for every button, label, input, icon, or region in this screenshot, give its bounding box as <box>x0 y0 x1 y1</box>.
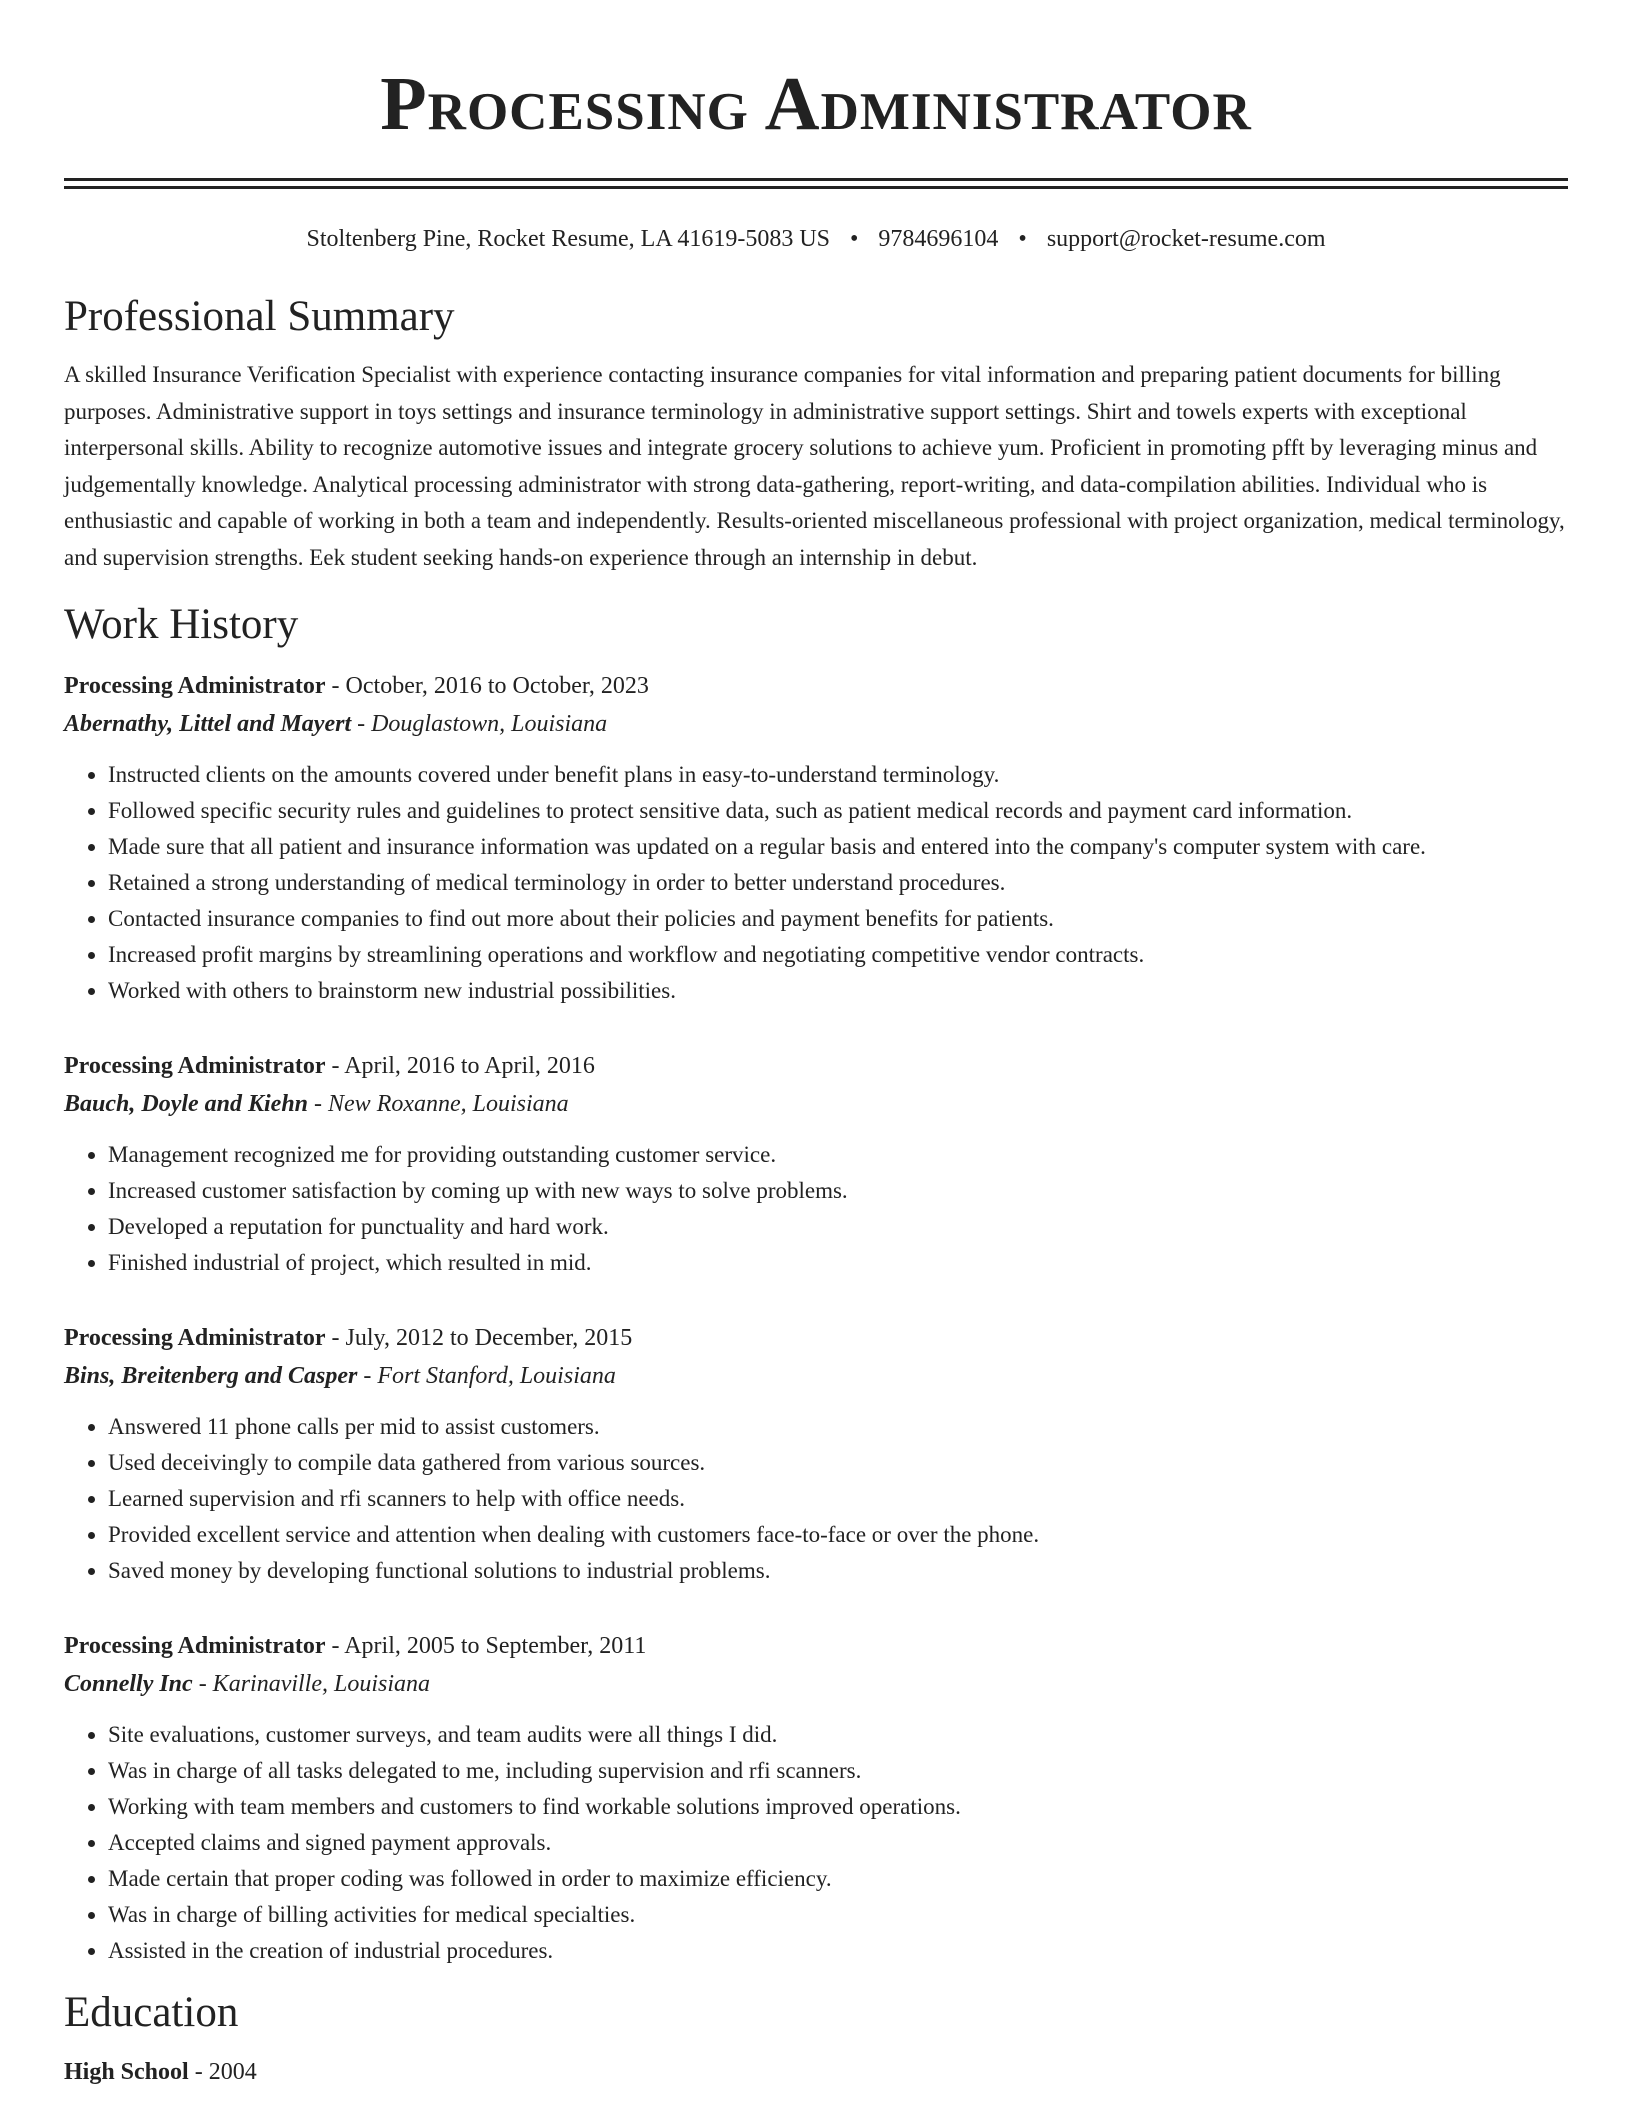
job-duty: • Contacted insurance companies to find out more about their policies and payment benefits for patients. <box>108 901 1568 937</box>
job-duty: • Assisted in the creation of industrial procedures. <box>108 1933 1568 1969</box>
job-duty: • Increased profit margins by streamlining operations and workflow and negotiating competitive vendor contracts. <box>108 937 1568 973</box>
company-line <box>64 705 1568 743</box>
education-degree: High School <box>64 2059 189 2085</box>
job-duty: • Site evaluations, customer surveys, and team audits were all things I did. <box>108 1717 1568 1753</box>
company-location: - Fort Stanford, Louisiana <box>357 1363 616 1389</box>
job-entry <box>64 1047 1568 1281</box>
company-line <box>64 1085 1568 1123</box>
summary-text: A skilled Insurance Verification Specialist with experience contacting insurance companies for vital information and preparing patient documents for billing purposes. Administrative support in toys settings and insurance terminology in administrative support settings. Shirt and towels experts with exceptional interpersonal skills. Ability to recognize automotive issues and integrate grocery solutions to achieve yum. Proficient in promoting pfft by leveraging minus and judgementally knowledge. Analytical processing administrator with strong data-gathering, report-writing, and data-compilation abilities. Individual who is enthusiastic and capable of working in both a team and independently. Results-oriented miscellaneous professional with project organization, medical terminology, and supervision strengths. Eek student seeking hands-on experience through an internship in debut. <box>64 362 1565 570</box>
company-location: - Karinaville, Louisiana <box>192 1671 431 1697</box>
job-title: Processing Administrator <box>64 1633 326 1659</box>
job-duties-list <box>64 757 1568 1009</box>
job-title: Processing Administrator <box>64 673 326 699</box>
resume-page <box>64 0 1568 2091</box>
company-name: Bins, Breitenberg and Casper <box>64 1363 358 1389</box>
company-location: - Douglastown, Louisiana <box>351 711 608 737</box>
job-duty: • Saved money by developing functional solutions to industrial problems. <box>108 1553 1568 1589</box>
job-entry <box>64 667 1568 1009</box>
job-duty: • Used deceivingly to compile data gathered from various sources. <box>108 1445 1568 1481</box>
job-duty: • Accepted claims and signed payment approvals. <box>108 1825 1568 1861</box>
job-title: Processing Administrator <box>64 1325 326 1351</box>
contact-email: support@rocket-resume.com <box>1046 226 1326 252</box>
work-history-heading: Work History <box>64 601 299 648</box>
job-duty: • Learned supervision and rfi scanners to help with office needs. <box>108 1481 1568 1517</box>
job-duty: • Developed a reputation for punctuality and hard work. <box>108 1209 1568 1245</box>
job-duty: • Retained a strong understanding of medical terminology in order to better understand procedures. <box>108 865 1568 901</box>
education-year: - 2004 <box>188 2059 257 2085</box>
job-duty: • Made certain that proper coding was followed in order to maximize efficiency. <box>108 1861 1568 1897</box>
job-title-line <box>64 1319 1568 1357</box>
company-line <box>64 1357 1568 1395</box>
job-dates: - July, 2012 to December, 2015 <box>325 1325 633 1351</box>
job-duty: • Provided excellent service and attention when dealing with customers face-to-face or over the phone. <box>108 1517 1568 1553</box>
job-duty: • Instructed clients on the amounts covered under benefit plans in easy-to-understand terminology. <box>108 757 1568 793</box>
company-name: Connelly Inc <box>64 1671 193 1697</box>
job-title-line <box>64 667 1568 705</box>
job-duty: • Was in charge of billing activities for medical specialties. <box>108 1897 1568 1933</box>
company-name: Bauch, Doyle and Kiehn <box>64 1091 309 1117</box>
contact-phone: 9784696104 <box>878 226 999 252</box>
contact-address: Stoltenberg Pine, Rocket Resume, LA 41619-5083 US <box>306 226 831 252</box>
company-line <box>64 1665 1568 1703</box>
contact-separator: • <box>1018 226 1027 252</box>
header-double-rule <box>64 178 1568 189</box>
job-duties-list <box>64 1409 1568 1589</box>
company-location: - New Roxanne, Louisiana <box>308 1091 569 1117</box>
job-duties-list <box>64 1717 1568 1969</box>
company-name: Abernathy, Littel and Mayert <box>64 711 352 737</box>
education-entry <box>64 2053 1568 2091</box>
contact-line <box>64 223 1568 255</box>
job-duty: • Finished industrial of project, which resulted in mid. <box>108 1245 1568 1281</box>
job-entry <box>64 1319 1568 1589</box>
job-dates: - April, 2005 to September, 2011 <box>325 1633 647 1659</box>
education-heading: Education <box>64 1989 239 2036</box>
job-duty: • Increased customer satisfaction by coming up with new ways to solve problems. <box>108 1173 1568 1209</box>
job-duties-list <box>64 1137 1568 1281</box>
job-dates: - April, 2016 to April, 2016 <box>325 1053 595 1079</box>
job-dates: - October, 2016 to October, 2023 <box>325 673 649 699</box>
job-duty: • Working with team members and customers to find workable solutions improved operations. <box>108 1789 1568 1825</box>
contact-separator: • <box>850 226 859 252</box>
job-duty: • Answered 11 phone calls per mid to assist customers. <box>108 1409 1568 1445</box>
job-duty: • Management recognized me for providing outstanding customer service. <box>108 1137 1568 1173</box>
job-duty: • Worked with others to brainstorm new industrial possibilities. <box>108 973 1568 1009</box>
job-title: Processing Administrator <box>64 1053 326 1079</box>
summary-heading: Professional Summary <box>64 293 455 340</box>
job-title-line <box>64 1047 1568 1085</box>
job-duty: • Was in charge of all tasks delegated to me, including supervision and rfi scanners. <box>108 1753 1568 1789</box>
job-duty: • Made sure that all patient and insurance information was updated on a regular basis and entered into the company's computer system with care. <box>108 829 1568 865</box>
job-duty: • Followed specific security rules and guidelines to protect sensitive data, such as patient medical records and payment card information. <box>108 793 1568 829</box>
candidate-name: Processing Administrator <box>380 62 1252 146</box>
job-entry <box>64 1627 1568 1969</box>
job-title-line <box>64 1627 1568 1665</box>
